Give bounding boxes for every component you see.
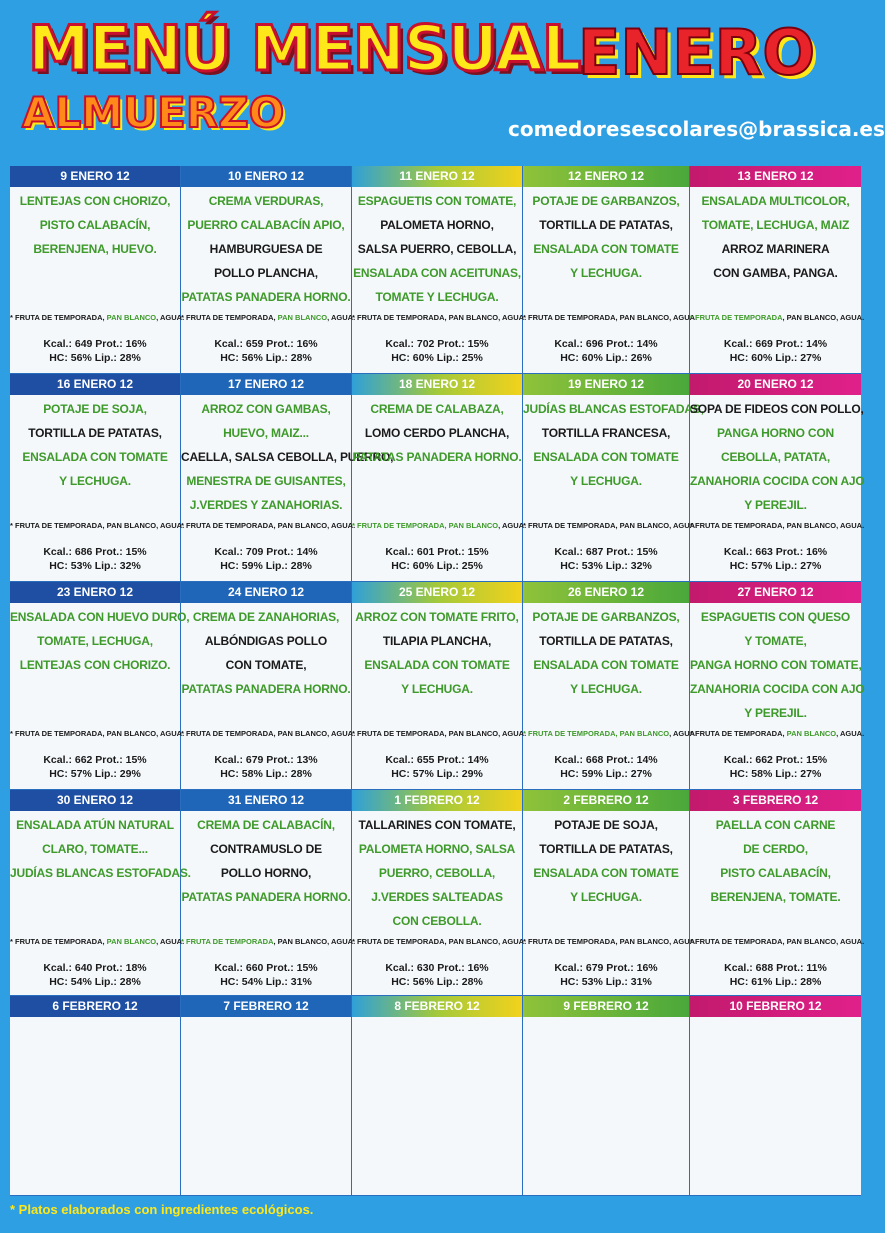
- nutrition-info: [690, 753, 861, 781]
- dish-list: [10, 811, 191, 885]
- day-date-header: 26 ENERO 12: [523, 582, 689, 603]
- nutrition-info: [690, 337, 861, 365]
- nutrition-info: [352, 753, 522, 781]
- dish-item: JUDÍAS BLANCAS ESTOFADAS,: [523, 402, 704, 416]
- nutrition-hc-lip: HC: 59% Lip.: 28%: [220, 560, 312, 572]
- extras-note: [181, 937, 356, 946]
- dish-item: ENSALADA CON TOMATE: [22, 450, 168, 464]
- nutrition-hc-lip: HC: 57% Lip.: 27%: [729, 560, 822, 572]
- day-cell: [352, 790, 527, 996]
- extras-text: * FRUTA DE TEMPORADA, PAN BLANCO, AGUA.: [352, 729, 527, 738]
- dish-item: ZANAHORIA COCIDA CON AJO: [690, 474, 865, 488]
- day-date-header: 16 ENERO 12: [10, 374, 180, 395]
- nutrition-hc-lip: HC: 53% Lip.: 31%: [560, 976, 652, 988]
- day-cell: [10, 582, 190, 790]
- extras-text: * FRUTA DE TEMPORADA: [690, 313, 783, 322]
- dish-item: Y TOMATE,: [744, 634, 807, 648]
- dish-item: LOMO CERDO PLANCHA,: [364, 426, 510, 440]
- nutrition-hc-lip: HC: 60% Lip.: 27%: [729, 352, 822, 364]
- nutrition-info: [352, 545, 522, 573]
- dish-item: ENSALADA CON ACEITUNAS,: [353, 266, 521, 280]
- extras-text: * FRUTA DE TEMPORADA, PAN BLANCO: [523, 729, 670, 738]
- extras-note: [523, 937, 698, 946]
- day-date-header: 18 ENERO 12: [352, 374, 522, 395]
- dish-item: CREMA DE CALABACÍN,: [197, 818, 335, 832]
- nutrition-info: [352, 337, 522, 365]
- extras-text: , AGUA.: [836, 729, 865, 738]
- dish-list: [690, 1017, 861, 1019]
- nutrition-hc-lip: HC: 58% Lip.: 28%: [220, 768, 312, 780]
- day-cell: [10, 790, 191, 996]
- dish-item: ARROZ MARINERA: [721, 242, 830, 256]
- dish-item: ENSALADA CON TOMATE: [533, 658, 679, 672]
- day-cell: [523, 996, 690, 1196]
- dish-list: [181, 187, 351, 309]
- extras-note: [181, 521, 356, 530]
- nutrition-hc-lip: HC: 60% Lip.: 25%: [391, 560, 483, 572]
- dish-item: TORTILLA DE PATATAS,: [539, 634, 673, 648]
- extras-text: * FRUTA DE TEMPORADA, PAN BLANCO, AGUA.: [352, 937, 527, 946]
- dish-list: [181, 395, 394, 517]
- dish-item: POTAJE DE SOJA,: [554, 818, 658, 832]
- dish-list: [352, 603, 522, 701]
- dish-item: CREMA DE CALABAZA,: [370, 402, 504, 416]
- nutrition-hc-lip: HC: 56% Lip.: 28%: [391, 976, 483, 988]
- day-date-header: 27 ENERO 12: [690, 582, 861, 603]
- day-date-header: 9 FEBRERO 12: [523, 996, 689, 1017]
- dish-item: JUDÍAS BLANCAS ESTOFADAS.: [10, 866, 191, 880]
- nutrition-kcal-prot: Kcal.: 663 Prot.: 16%: [723, 546, 828, 558]
- extras-text: PAN BLANCO: [106, 937, 157, 946]
- day-date-header: 6 FEBRERO 12: [10, 996, 180, 1017]
- dish-item: ENSALADA CON TOMATE: [533, 866, 679, 880]
- extras-text: * FRUTA DE TEMPORADA,: [690, 729, 787, 738]
- nutrition-kcal-prot: Kcal.: 709 Prot.: 14%: [214, 546, 318, 558]
- dish-item: ARROZ CON TOMATE FRITO,: [355, 610, 519, 624]
- day-cell: [10, 166, 185, 374]
- day-date-header: 12 ENERO 12: [523, 166, 689, 187]
- dish-item: PATATAS PANADERA HORNO.: [181, 682, 351, 696]
- day-date-header: 9 ENERO 12: [10, 166, 180, 187]
- extras-text: * FRUTA DE TEMPORADA,: [10, 937, 107, 946]
- dish-list: [10, 187, 180, 261]
- dish-list: [523, 811, 689, 909]
- dish-item: ESPAGUETIS CON TOMATE,: [357, 194, 517, 208]
- day-cell: [181, 996, 352, 1196]
- day-cell: [690, 582, 865, 790]
- dish-item: PANGA HORNO CON TOMATE,: [690, 658, 862, 672]
- extras-text: * FRUTA DE TEMPORADA, PAN BLANCO, AGUA.: [181, 521, 356, 530]
- day-cell: [181, 790, 356, 996]
- day-date-header: 20 ENERO 12: [690, 374, 861, 395]
- extras-text: , AGUA.: [669, 729, 698, 738]
- day-cell: [690, 166, 865, 374]
- nutrition-hc-lip: HC: 53% Lip.: 32%: [560, 560, 652, 572]
- extras-text: * FRUTA DE TEMPORADA: [181, 937, 274, 946]
- nutrition-info: [523, 961, 689, 989]
- extras-note: [523, 521, 698, 530]
- extras-text: , AGUA.: [156, 313, 185, 322]
- eco-footnote: * Platos elaborados con ingredientes ecológicos.: [10, 1202, 314, 1217]
- dish-item: J.VERDES SALTEADAS: [371, 890, 503, 904]
- dish-list: [181, 603, 351, 701]
- dish-item: CLARO, TOMATE...: [42, 842, 148, 856]
- dish-item: Y LECHUGA.: [570, 474, 642, 488]
- nutrition-hc-lip: HC: 60% Lip.: 25%: [391, 352, 483, 364]
- day-date-header: 13 ENERO 12: [690, 166, 861, 187]
- dish-list: [690, 187, 861, 285]
- dish-item: CAELLA, SALSA CEBOLLA, PUERRO,: [181, 450, 394, 464]
- dish-item: PISTO CALABACÍN,: [39, 218, 151, 232]
- extras-text: * FRUTA DE TEMPORADA, PAN BLANCO, AGUA.: [10, 729, 185, 738]
- day-date-header: 19 ENERO 12: [523, 374, 689, 395]
- dish-list: [10, 1017, 180, 1019]
- dish-item: SALSA PUERRO, CEBOLLA,: [357, 242, 517, 256]
- extras-text: * FRUTA DE TEMPORADA, PAN BLANCO, AGUA.: [690, 521, 865, 530]
- dish-item: ENSALADA CON TOMATE: [533, 450, 679, 464]
- nutrition-hc-lip: HC: 61% Lip.: 28%: [729, 976, 822, 988]
- dish-item: ESPAGUETIS CON QUESO: [700, 610, 851, 624]
- dish-item: POTAJE DE SOJA,: [43, 402, 147, 416]
- day-cell: [181, 582, 356, 790]
- dish-item: HAMBURGUESA DE: [209, 242, 323, 256]
- extras-text: * FRUTA DE TEMPORADA, PAN BLANCO, AGUA.: [690, 937, 865, 946]
- nutrition-info: [181, 961, 351, 989]
- extras-note: [352, 521, 527, 530]
- dish-item: ENSALADA MULTICOLOR,: [701, 194, 850, 208]
- day-cell: [181, 374, 394, 582]
- extras-note: [181, 729, 356, 738]
- nutrition-hc-lip: HC: 58% Lip.: 27%: [729, 768, 822, 780]
- dish-item: POLLO HORNO,: [220, 866, 312, 880]
- nutrition-kcal-prot: Kcal.: 687 Prot.: 15%: [554, 546, 658, 558]
- extras-text: * FRUTA DE TEMPORADA, PAN BLANCO, AGUA.: [181, 729, 356, 738]
- dish-item: CON TOMATE,: [225, 658, 307, 672]
- day-cell: [10, 374, 185, 582]
- nutrition-hc-lip: HC: 59% Lip.: 27%: [560, 768, 652, 780]
- dish-item: TORTILLA DE PATATAS,: [28, 426, 162, 440]
- dish-list: [690, 603, 865, 725]
- day-date-header: 23 ENERO 12: [10, 582, 180, 603]
- nutrition-kcal-prot: Kcal.: 601 Prot.: 15%: [385, 546, 489, 558]
- nutrition-hc-lip: HC: 56% Lip.: 28%: [220, 352, 312, 364]
- dish-list: [523, 1017, 689, 1019]
- extras-text: , AGUA.: [156, 937, 185, 946]
- extras-note: [352, 937, 527, 946]
- dish-item: PANGA HORNO CON: [716, 426, 834, 440]
- day-cell: [10, 996, 181, 1196]
- day-date-header: 30 ENERO 12: [10, 790, 180, 811]
- extras-text: * FRUTA DE TEMPORADA, PAN BLANCO, AGUA.: [352, 313, 527, 322]
- day-date-header: 8 FEBRERO 12: [352, 996, 522, 1017]
- day-cell: [352, 582, 527, 790]
- dish-item: CREMA VERDURAS,: [208, 194, 324, 208]
- dish-item: Y PEREJIL.: [744, 498, 807, 512]
- dish-item: PISTO CALABACÍN,: [720, 866, 831, 880]
- dish-item: ENSALADA CON TOMATE: [364, 658, 510, 672]
- day-date-header: 7 FEBRERO 12: [181, 996, 351, 1017]
- day-cell: [523, 166, 698, 374]
- day-cell: [690, 996, 861, 1196]
- dish-item: SOPA DE FIDEOS CON POLLO,: [690, 402, 864, 416]
- nutrition-kcal-prot: Kcal.: 668 Prot.: 14%: [554, 754, 658, 766]
- day-date-header: 31 ENERO 12: [181, 790, 351, 811]
- dish-item: TORTILLA DE PATATAS,: [539, 218, 673, 232]
- nutrition-info: [352, 961, 522, 989]
- dish-item: TOMATE Y LECHUGA.: [375, 290, 499, 304]
- extras-text: * FRUTA DE TEMPORADA,: [10, 313, 107, 322]
- dish-item: TOMATE, LECHUGA,: [37, 634, 153, 648]
- dish-list: [690, 811, 861, 909]
- extras-note: [690, 729, 865, 738]
- day-date-header: 10 FEBRERO 12: [690, 996, 861, 1017]
- nutrition-info: [181, 753, 351, 781]
- dish-item: POTAJE DE GARBANZOS,: [532, 194, 680, 208]
- day-date-header: 1 FEBRERO 12: [352, 790, 522, 811]
- dish-item: PATATAS PANADERA HORNO.: [181, 890, 351, 904]
- nutrition-hc-lip: HC: 60% Lip.: 26%: [560, 352, 652, 364]
- nutrition-info: [181, 337, 351, 365]
- day-cell: [352, 166, 527, 374]
- nutrition-info: [523, 545, 689, 573]
- nutrition-hc-lip: HC: 57% Lip.: 29%: [391, 768, 483, 780]
- dish-item: CREMA DE ZANAHORIAS,: [192, 610, 340, 624]
- dish-item: Y LECHUGA.: [570, 682, 642, 696]
- dish-item: Y PEREJIL.: [744, 706, 807, 720]
- dish-list: [523, 187, 689, 285]
- nutrition-kcal-prot: Kcal.: 662 Prot.: 15%: [723, 754, 828, 766]
- dish-item: CON GAMBA, PANGA.: [713, 266, 838, 280]
- day-cell: [690, 374, 865, 582]
- nutrition-kcal-prot: Kcal.: 688 Prot.: 11%: [724, 962, 827, 974]
- dish-item: PUERRO, CEBOLLA,: [378, 866, 496, 880]
- extras-note: [352, 313, 527, 322]
- extras-note: [690, 937, 865, 946]
- extras-note: [10, 729, 185, 738]
- menu-header: [0, 0, 885, 165]
- nutrition-hc-lip: HC: 54% Lip.: 31%: [220, 976, 312, 988]
- extras-note: [690, 313, 865, 322]
- dish-item: LENTEJAS CON CHORIZO.: [19, 658, 171, 672]
- nutrition-info: [10, 961, 180, 989]
- dish-item: Y LECHUGA.: [59, 474, 131, 488]
- extras-text: , AGUA.: [498, 521, 527, 530]
- dish-item: BERENJENA, TOMATE.: [710, 890, 841, 904]
- dish-item: POTAJE DE GARBANZOS,: [532, 610, 680, 624]
- dish-item: DE CERDO,: [743, 842, 808, 856]
- extras-text: * FRUTA DE TEMPORADA, PAN BLANCO, AGUA.: [523, 521, 698, 530]
- extras-note: [181, 313, 356, 322]
- contact-email[interactable]: comedoresescolares@brassica.es: [508, 117, 885, 141]
- day-date-header: 3 FEBRERO 12: [690, 790, 861, 811]
- extras-text: , PAN BLANCO, AGUA.: [273, 937, 356, 946]
- extras-text: PAN BLANCO: [786, 729, 837, 738]
- nutrition-info: [690, 961, 861, 989]
- dish-item: ALBÓNDIGAS POLLO: [204, 634, 328, 648]
- nutrition-info: [10, 545, 180, 573]
- nutrition-hc-lip: HC: 54% Lip.: 28%: [49, 976, 141, 988]
- extras-note: [10, 937, 185, 946]
- extras-note: [523, 313, 698, 322]
- nutrition-kcal-prot: Kcal.: 660 Prot.: 15%: [214, 962, 318, 974]
- nutrition-kcal-prot: Kcal.: 702 Prot.: 15%: [385, 338, 489, 350]
- dish-list: [352, 395, 522, 469]
- dish-item: ARROZ CON GAMBAS,: [201, 402, 331, 416]
- dish-item: HUEVO, MAIZ...: [223, 426, 309, 440]
- extras-text: * FRUTA DE TEMPORADA,: [181, 313, 278, 322]
- dish-list: [523, 603, 689, 701]
- day-cell: [523, 790, 698, 996]
- dish-item: ENSALADA ATÚN NATURAL: [16, 818, 174, 832]
- dish-item: ENSALADA CON TOMATE: [533, 242, 679, 256]
- extras-text: * FRUTA DE TEMPORADA, PAN BLANCO: [352, 521, 499, 530]
- extras-note: [690, 521, 865, 530]
- nutrition-kcal-prot: Kcal.: 696 Prot.: 14%: [554, 338, 658, 350]
- nutrition-info: [523, 337, 689, 365]
- dish-item: Y LECHUGA.: [570, 266, 642, 280]
- day-date-header: 2 FEBRERO 12: [523, 790, 689, 811]
- menu-calendar-grid: [10, 166, 865, 1196]
- dish-item: BERENJENA, HUEVO.: [33, 242, 157, 256]
- dish-item: PALOMETA HORNO, SALSA: [358, 842, 516, 856]
- month-title: ENERO: [578, 16, 816, 89]
- dish-item: MENESTRA DE GUISANTES,: [186, 474, 346, 488]
- dish-list: [181, 1017, 351, 1019]
- dish-item: TILAPIA PLANCHA,: [382, 634, 492, 648]
- dish-item: J.VERDES Y ZANAHORIAS.: [189, 498, 343, 512]
- extras-note: [10, 313, 185, 322]
- dish-list: [352, 187, 522, 309]
- day-date-header: 17 ENERO 12: [181, 374, 351, 395]
- dish-list: [10, 395, 180, 493]
- day-date-header: 10 ENERO 12: [181, 166, 351, 187]
- dish-item: POLLO PLANCHA,: [214, 266, 318, 280]
- extras-text: * FRUTA DE TEMPORADA, PAN BLANCO, AGUA.: [523, 937, 698, 946]
- dish-item: TALLARINES CON TOMATE,: [358, 818, 516, 832]
- dish-item: CEBOLLA, PATATA,: [720, 450, 830, 464]
- dish-list: [523, 395, 704, 493]
- dish-item: CON CEBOLLA.: [392, 914, 482, 928]
- nutrition-kcal-prot: Kcal.: 662 Prot.: 15%: [43, 754, 147, 766]
- day-date-header: 25 ENERO 12: [352, 582, 522, 603]
- extras-text: PAN BLANCO: [106, 313, 157, 322]
- nutrition-hc-lip: HC: 57% Lip.: 29%: [49, 768, 141, 780]
- nutrition-kcal-prot: Kcal.: 686 Prot.: 15%: [43, 546, 147, 558]
- nutrition-info: [181, 545, 351, 573]
- dish-item: Y LECHUGA.: [401, 682, 473, 696]
- day-cell: [523, 374, 704, 582]
- extras-text: * FRUTA DE TEMPORADA, PAN BLANCO, AGUA.: [10, 521, 185, 530]
- dish-list: [352, 811, 522, 933]
- dish-item: CONTRAMUSLO DE: [210, 842, 322, 856]
- nutrition-kcal-prot: Kcal.: 669 Prot.: 14%: [723, 338, 828, 350]
- nutrition-kcal-prot: Kcal.: 655 Prot.: 14%: [385, 754, 489, 766]
- day-date-header: 11 ENERO 12: [352, 166, 522, 187]
- dish-item: TORTILLA DE PATATAS,: [539, 842, 673, 856]
- extras-text: PAN BLANCO: [277, 313, 328, 322]
- nutrition-hc-lip: HC: 53% Lip.: 32%: [49, 560, 141, 572]
- nutrition-info: [10, 753, 180, 781]
- extras-text: , AGUA.: [327, 313, 356, 322]
- dish-item: TOMATE, LECHUGA, MAIZ: [701, 218, 850, 232]
- nutrition-info: [690, 545, 861, 573]
- dish-list: [352, 1017, 522, 1019]
- dish-item: LENTEJAS CON CHORIZO,: [19, 194, 171, 208]
- dish-item: TORTILLA FRANCESA,: [541, 426, 671, 440]
- dish-list: [181, 811, 351, 909]
- extras-note: [10, 521, 185, 530]
- nutrition-kcal-prot: Kcal.: 640 Prot.: 18%: [43, 962, 147, 974]
- day-cell: [523, 582, 698, 790]
- dish-item: ZANAHORIA COCIDA CON AJO: [690, 682, 865, 696]
- day-date-header: 24 ENERO 12: [181, 582, 351, 603]
- day-cell: [690, 790, 865, 996]
- dish-item: ENSALADA CON HUEVO DURO,: [10, 610, 190, 624]
- extras-note: [523, 729, 698, 738]
- dish-item: PAELLA CON CARNE: [715, 818, 836, 832]
- menu-title: MENÚ MENSUAL: [28, 12, 581, 85]
- extras-text: , PAN BLANCO, AGUA.: [782, 313, 865, 322]
- extras-text: * FRUTA DE TEMPORADA, PAN BLANCO, AGUA.: [523, 313, 698, 322]
- nutrition-info: [10, 337, 180, 365]
- nutrition-kcal-prot: Kcal.: 679 Prot.: 13%: [214, 754, 318, 766]
- day-cell: [352, 996, 523, 1196]
- nutrition-kcal-prot: Kcal.: 649 Prot.: 16%: [43, 338, 147, 350]
- nutrition-kcal-prot: Kcal.: 679 Prot.: 16%: [554, 962, 658, 974]
- dish-item: PUERRO CALABACÍN APIO,: [187, 218, 345, 232]
- day-cell: [181, 166, 356, 374]
- dish-item: PATATAS PANADERA HORNO.: [352, 450, 522, 464]
- dish-item: PATATAS PANADERA HORNO.: [181, 290, 351, 304]
- menu-subtitle: ALMUERZO: [22, 88, 285, 137]
- extras-note: [352, 729, 527, 738]
- day-cell: [352, 374, 527, 582]
- nutrition-kcal-prot: Kcal.: 659 Prot.: 16%: [214, 338, 318, 350]
- nutrition-info: [523, 753, 689, 781]
- dish-item: Y LECHUGA.: [570, 890, 642, 904]
- dish-list: [10, 603, 190, 677]
- dish-item: PALOMETA HORNO,: [380, 218, 494, 232]
- dish-list: [690, 395, 865, 517]
- nutrition-kcal-prot: Kcal.: 630 Prot.: 16%: [385, 962, 489, 974]
- nutrition-hc-lip: HC: 56% Lip.: 28%: [49, 352, 141, 364]
